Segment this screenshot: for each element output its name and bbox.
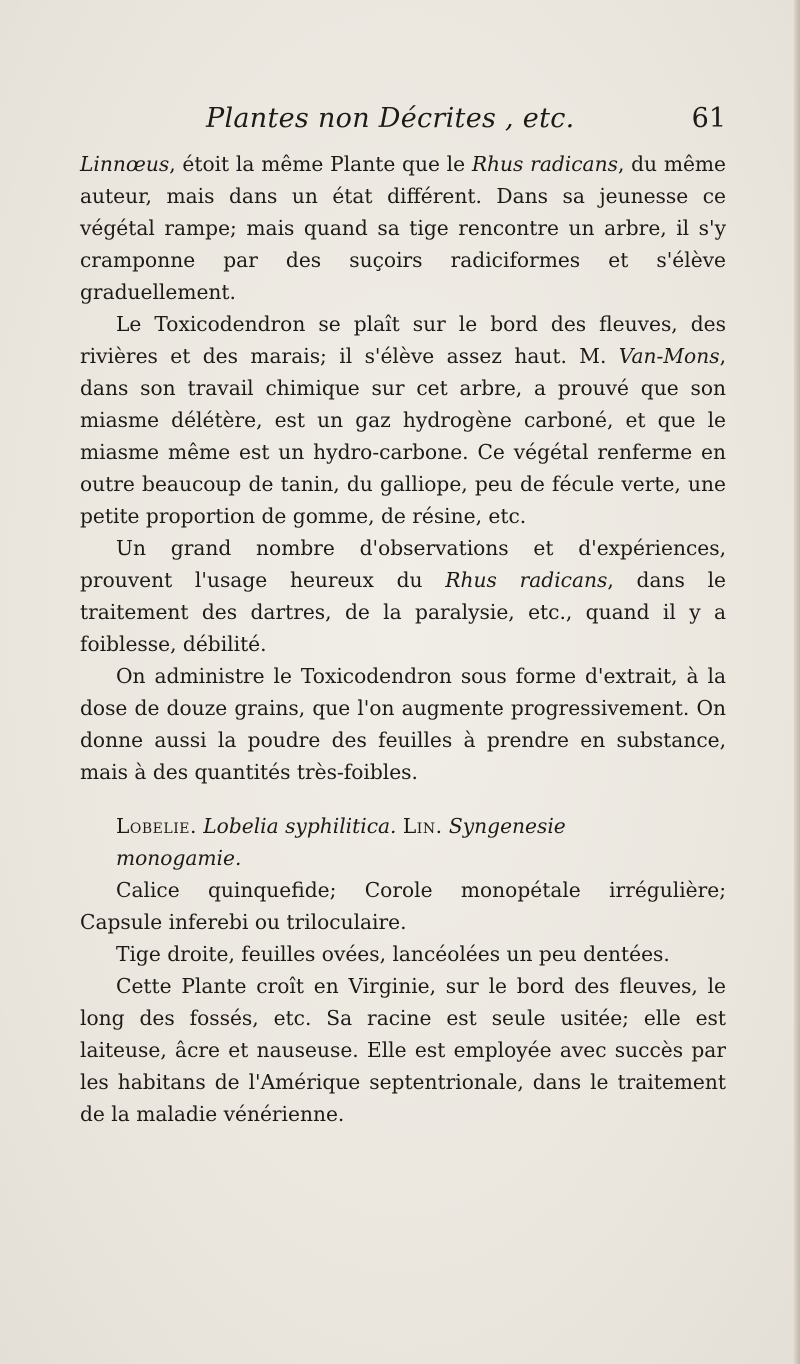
paragraph-4 [80, 660, 726, 788]
text-run: Un grand nombre d'observations et d'expériences, prouvent l'usage heureux du [80, 536, 726, 592]
paragraph-5 [80, 874, 726, 938]
entry-name: Lobelie. [116, 814, 197, 838]
entry-latin: Lobelia syphilitica. [203, 814, 397, 838]
entry-class: Syngenesie [448, 814, 566, 838]
text-run: , dans son travail chimique sur cet arbre, a prouvé que son miasme délétère, est un gaz hydrogène carboné, et que le miasme même est un hydro-carbone. Ce végétal renferme en outre beaucoup de tanin, du galliope, peu de fécule verte, une petite proportion de gomme, de résine, etc. [80, 344, 726, 528]
text-run: , du même auteur, mais dans un état différent. Dans sa jeunesse ce végétal rampe; mais quand sa tige rencontre un arbre, il s'y cramponne par des suçoirs radiciformes et s'élève graduellement. [80, 152, 727, 304]
body-text [80, 148, 726, 1130]
text-run: Le Toxicodendron se plaît sur le bord des fleuves, des rivières et des marais; il s'élève assez haut. M. [80, 312, 726, 368]
text-run: , étoit la même Plante que le [169, 152, 472, 176]
species-name: Rhus radicans [471, 152, 618, 176]
running-head: Plantes non Décrites , etc. [206, 103, 575, 134]
text-run: Tige droite, feuilles ovées, lancéolées un peu dentées. [116, 942, 670, 966]
entry-order: monogamie. [116, 846, 242, 870]
paragraph-1 [80, 148, 726, 308]
author-name: Van-Mons [618, 344, 720, 368]
entry-author: Lin. [402, 814, 443, 838]
page-number: 61 [691, 103, 726, 134]
text-run: , dans le traitement des dartres, de la paralysie, etc., quand il y a foiblesse, débilité. [80, 568, 726, 656]
author-name: Linnœus [80, 152, 170, 176]
species-name: Rhus radicans [445, 568, 608, 592]
paragraph-2 [80, 308, 726, 532]
page-edge [794, 0, 800, 1364]
paragraph-7 [80, 970, 726, 1130]
paragraph-3 [80, 532, 726, 660]
page-header [80, 103, 726, 143]
entry-heading [80, 810, 726, 874]
paragraph-6 [80, 938, 726, 970]
text-run: Calice quinquefide; Corole monopétale irrégulière; Capsule inferebi ou triloculaire. [80, 878, 726, 934]
text-run: On administre le Toxicodendron sous forme d'extrait, à la dose de douze grains, que l'on augmente progressivement. On donne aussi la poudre des feuilles à prendre en substance, mais à des quantités très-foibles. [80, 664, 726, 784]
text-run: Cette Plante croît en Virginie, sur le bord des fleuves, le long des fossés, etc. Sa racine est seule usitée; elle est laiteuse, âcre et nauseuse. Elle est employée avec succès par les habitans de l'Amérique septentrionale, dans le traitement de la maladie vénérienne. [80, 974, 726, 1126]
